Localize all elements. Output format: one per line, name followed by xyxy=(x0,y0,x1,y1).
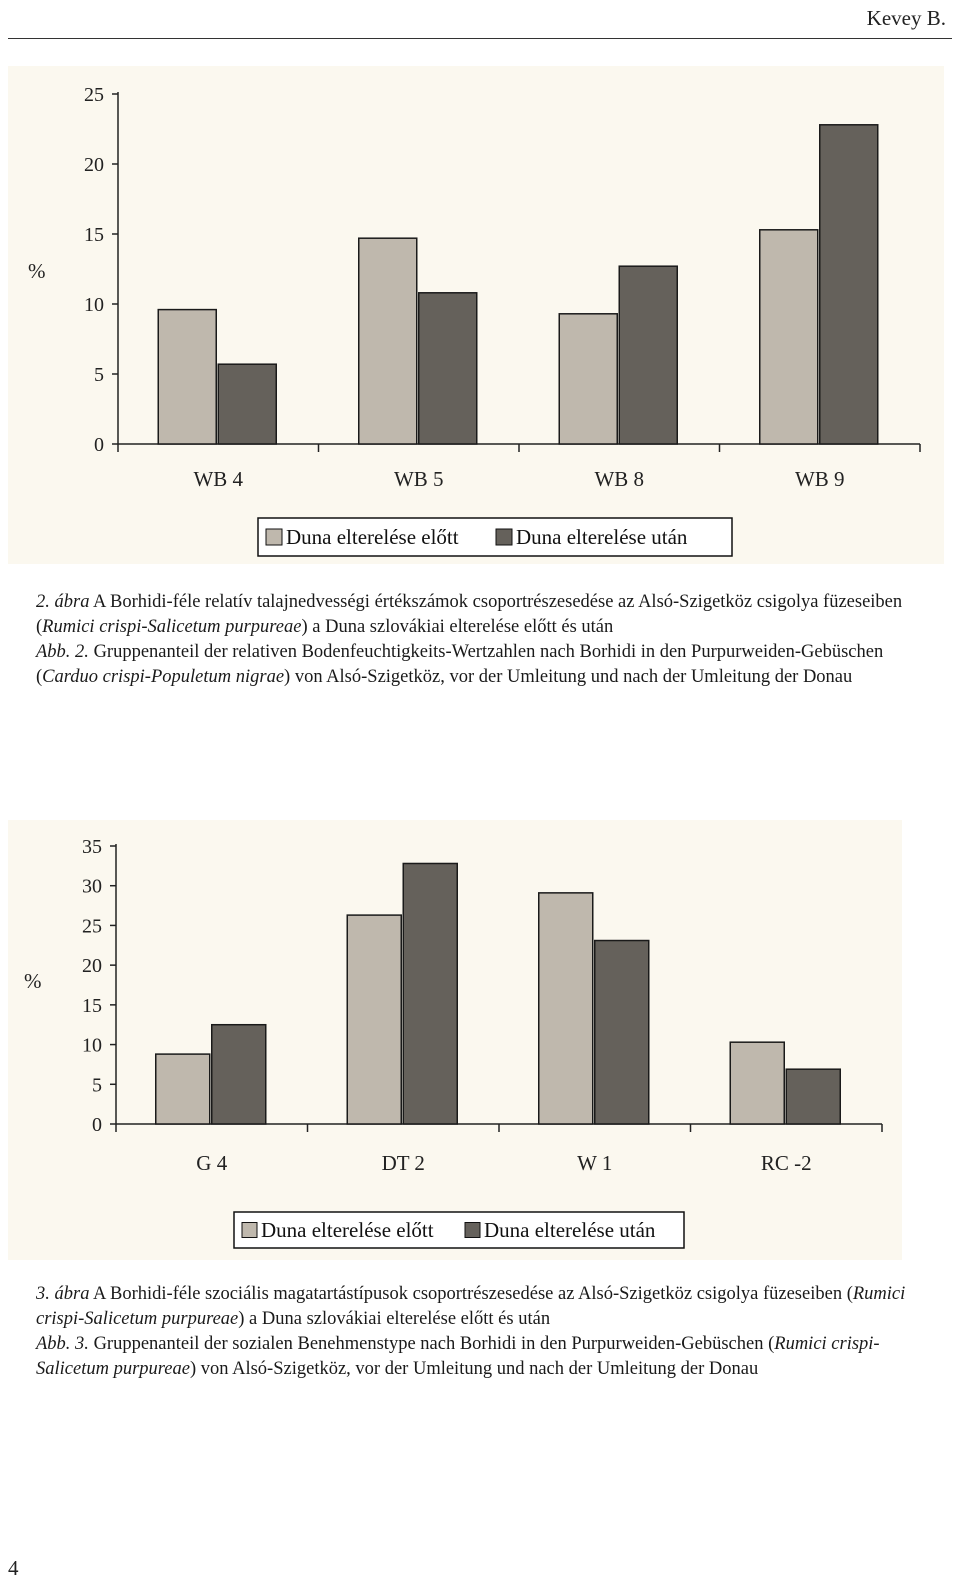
legend-swatch xyxy=(242,1223,257,1238)
x-category-label: WB 4 xyxy=(193,467,244,491)
legend-entry: Duna elterelése előtt xyxy=(261,1218,434,1242)
bar-before xyxy=(559,314,617,444)
caption-text: A Borhidi-féle relatív talajnedvességi értékszámok csoportrészesedése az Alsó-Szigetköz csigolya füzeseiben ( xyxy=(36,592,903,637)
y-axis-label: % xyxy=(24,969,42,993)
legend-entry: Duna elterelése után xyxy=(484,1218,656,1242)
x-category-label: WB 8 xyxy=(594,467,645,491)
figure-3-caption xyxy=(36,1282,926,1382)
bar-after xyxy=(820,125,878,444)
header-rule xyxy=(8,38,952,39)
legend-entry: Duna elterelése után xyxy=(516,525,688,549)
caption-text: ) a Duna szlovákiai elterelése előtt és után xyxy=(301,617,614,637)
bar-after xyxy=(419,293,477,444)
x-category-label: WB 5 xyxy=(393,467,444,491)
bar-before xyxy=(156,1054,210,1124)
y-tick-label: 25 xyxy=(82,915,102,938)
figure-2-chart xyxy=(8,66,944,564)
bar-after xyxy=(212,1025,266,1124)
y-tick-label: 5 xyxy=(94,364,104,386)
bar-after xyxy=(595,941,649,1124)
caption-label: Abb. 3. xyxy=(36,1334,89,1354)
y-tick-label: 15 xyxy=(84,224,104,246)
caption-species: Carduo crispi-Populetum nigrae xyxy=(42,667,285,687)
caption-label: Abb. 2. xyxy=(36,642,89,662)
page-number: 4 xyxy=(8,1556,19,1580)
caption-species: Rumici crispi-Salicetum purpureae xyxy=(36,1284,906,1329)
y-tick-label: 10 xyxy=(82,1034,102,1057)
bar-after xyxy=(619,266,677,444)
bar-before xyxy=(359,238,417,444)
legend-swatch xyxy=(496,529,512,545)
caption-text: ) a Duna szlovákiai elterelése előtt és után xyxy=(238,1309,551,1329)
x-category-label: RC -2 xyxy=(760,1151,812,1175)
y-tick-label: 5 xyxy=(92,1074,102,1097)
figure-2-svg xyxy=(8,66,944,564)
x-category-label: G 4 xyxy=(196,1151,228,1175)
bar-before xyxy=(158,310,216,444)
figure-2-caption xyxy=(36,590,936,690)
y-tick-label: 30 xyxy=(82,875,102,898)
figure-3-caption-de xyxy=(36,1332,926,1382)
caption-text: A Borhidi-féle szociális magatartástípusok csoportrészesedése az Alsó-Szigetköz csigolya füzeseiben ( xyxy=(89,1284,853,1304)
legend-swatch xyxy=(465,1223,480,1238)
figure-2-caption-hu xyxy=(36,590,936,640)
bar-before xyxy=(539,893,593,1124)
caption-text: Gruppenanteil der relativen Bodenfeuchtigkeits-Wertzahlen nach Borhidi in den Purpurweiden-Gebüschen ( xyxy=(36,642,884,687)
bar-before xyxy=(730,1042,784,1124)
bar-after xyxy=(786,1069,840,1124)
y-tick-label: 15 xyxy=(82,994,102,1017)
y-tick-label: 25 xyxy=(84,84,104,106)
y-tick-label: 20 xyxy=(82,955,102,978)
y-axis-label: % xyxy=(28,259,46,283)
bar-after xyxy=(403,863,457,1124)
bar-before xyxy=(347,915,401,1124)
y-tick-label: 0 xyxy=(94,434,104,456)
figure-2-caption-de xyxy=(36,640,936,690)
y-tick-label: 35 xyxy=(82,836,102,858)
figure-3-chart xyxy=(8,820,902,1260)
bar-before xyxy=(760,230,818,444)
y-tick-label: 10 xyxy=(84,294,104,316)
running-head-author: Kevey B. xyxy=(866,6,946,30)
caption-species: Rumici crispi-Salicetum purpureae xyxy=(42,617,302,637)
x-category-label: W 1 xyxy=(577,1151,613,1175)
caption-text: Gruppenanteil der sozialen Benehmenstype nach Borhidi in den Purpurweiden-Gebüschen ( xyxy=(88,1334,775,1354)
x-category-label: WB 9 xyxy=(794,467,845,491)
caption-label: 2. ábra xyxy=(36,592,90,612)
bar-after xyxy=(218,364,276,444)
caption-label: 3. ábra xyxy=(36,1284,90,1304)
caption-text: ) von Alsó-Szigetköz, vor der Umleitung und nach der Umleitung der Donau xyxy=(284,667,853,687)
legend-swatch xyxy=(266,529,282,545)
x-category-label: DT 2 xyxy=(381,1151,425,1175)
caption-text: ) von Alsó-Szigetköz, vor der Umleitung und nach der Umleitung der Donau xyxy=(189,1359,759,1379)
caption-species: Rumici crispi-Salicetum purpureae xyxy=(36,1334,880,1379)
figure-3-svg xyxy=(8,820,902,1260)
y-tick-label: 20 xyxy=(84,154,104,176)
figure-3-caption-hu xyxy=(36,1282,926,1332)
legend-entry: Duna elterelése előtt xyxy=(286,525,459,549)
y-tick-label: 0 xyxy=(92,1114,102,1136)
